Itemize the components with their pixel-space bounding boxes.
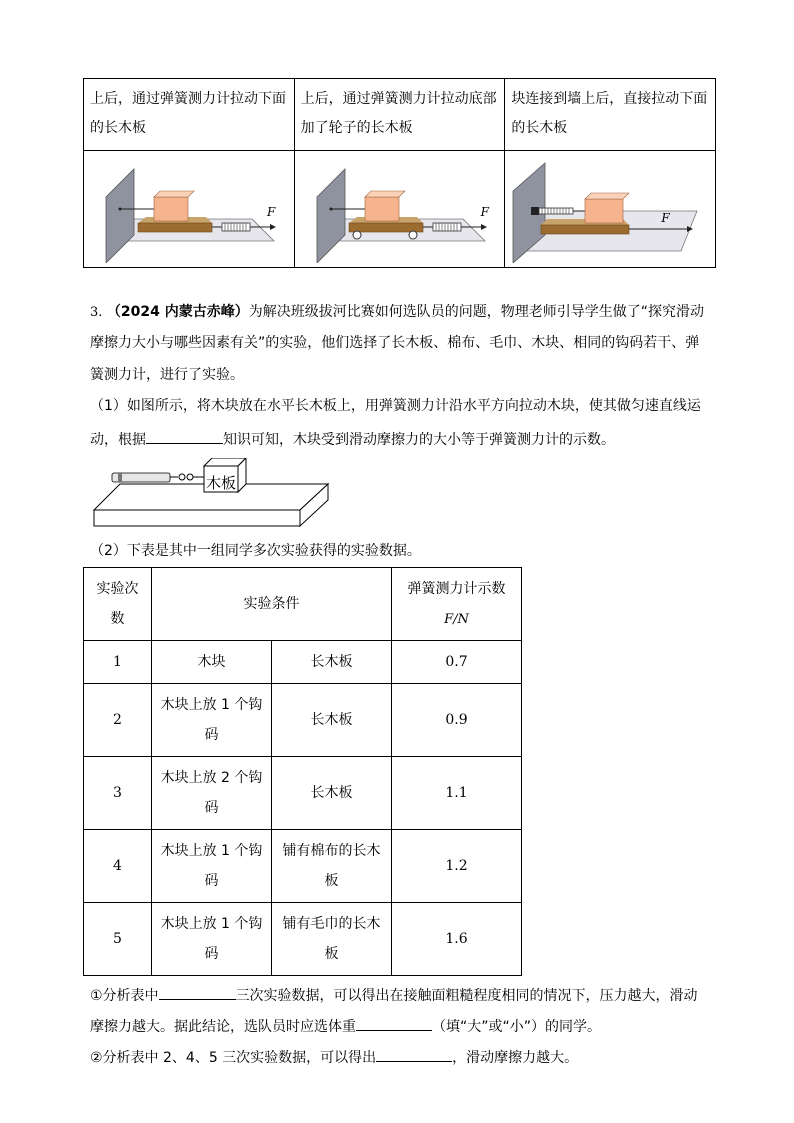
answer-blank-1[interactable] (146, 429, 223, 444)
question-intro-text-1: 为解决班级拔河比赛如何选队员的问题，物理老师引导学生做了“探究滑动 (248, 304, 704, 320)
figure-cell-1 (84, 151, 295, 268)
figure-label: 木板 (206, 474, 237, 492)
experiment-figure (90, 458, 340, 528)
force-label-2: F (480, 205, 489, 219)
cell-reading: 0.9 (392, 684, 522, 757)
part2-intro: （2）下表是其中一组同学多次实验获得的实验数据。 (90, 543, 421, 559)
question-intro-line-1 (90, 303, 704, 322)
header-trial: 实验次数 (84, 568, 152, 641)
answer-blank-3[interactable] (356, 1016, 432, 1031)
cell-surface: 长木板 (272, 641, 392, 684)
apparatus-text-3: 块连接到墙上后，直接拉动下面的长木板 (511, 91, 708, 136)
cell-reading: 1.6 (392, 903, 522, 976)
apparatus-figure-1 (84, 151, 296, 263)
apparatus-text-2: 上后，通过弹簧测力计拉动底部加了轮子的长木板 (300, 91, 497, 136)
apparatus-figure-2 (295, 151, 507, 263)
table-row (84, 757, 522, 830)
header-condition: 实验条件 (152, 568, 392, 641)
part1-line-1: （1）如图所示，将木块放在水平长木板上，用弹簧测力计沿水平方向拉动木块，使其做匀速直线运 (90, 398, 701, 414)
cell-trial: 3 (84, 757, 152, 830)
cell-reading: 1.2 (392, 830, 522, 903)
cell-surface: 长木板 (272, 757, 392, 830)
analysis-3-pre: ②分析表中 2、4、5 三次实验数据，可以得出 (90, 1050, 377, 1066)
apparatus-figure-3 (505, 151, 707, 263)
apparatus-cell-3 (505, 79, 716, 151)
table-row (84, 641, 522, 684)
analysis-1-pre: ①分析表中 (90, 988, 159, 1004)
part1-text-pre: 动，根据 (90, 432, 146, 448)
apparatus-cell-2 (294, 79, 505, 151)
cell-object: 木块上放 1 个钩码 (152, 903, 272, 976)
analysis-1-post: 三次实验数据，可以得出在接触面粗糙程度相同的情况下，压力越大，滑动 (235, 988, 698, 1004)
answer-blank-4[interactable] (376, 1047, 452, 1062)
analysis-3-post: ，滑动摩擦力越大。 (452, 1050, 579, 1066)
analysis-2-pre: 摩擦力越大。据此结论，选队员时应选体重 (90, 1019, 356, 1035)
question-source: （2024 内蒙古赤峰） (106, 304, 249, 320)
header-reading-text: 弹簧测力计示数 (407, 580, 506, 597)
question-number: 3. (90, 305, 103, 320)
header-reading (392, 568, 522, 641)
cell-trial: 5 (84, 903, 152, 976)
force-label-1: F (267, 205, 276, 219)
analysis-line-3 (90, 1047, 578, 1067)
answer-blank-2[interactable] (159, 985, 236, 1000)
cell-trial: 4 (84, 830, 152, 903)
apparatus-table (83, 78, 716, 268)
cell-object: 木块 (152, 641, 272, 684)
analysis-line-2 (90, 1016, 601, 1036)
question-intro-line-2: 摩擦力大小与哪些因素有关”的实验，他们选择了长木板、棉布、毛巾、木块、相同的钩码若干、弹 (90, 335, 700, 351)
cell-object: 木块上放 1 个钩码 (152, 830, 272, 903)
table-row (84, 684, 522, 757)
analysis-line-1 (90, 985, 698, 1005)
figure-cell-2 (294, 151, 505, 268)
cell-reading: 1.1 (392, 757, 522, 830)
force-label-3: F (661, 211, 670, 225)
apparatus-text-1: 上后，通过弹簧测力计拉动下面的长木板 (90, 91, 286, 136)
cell-trial: 2 (84, 684, 152, 757)
part1-text-post: 知识可知，木块受到滑动摩擦力的大小等于弹簧测力计的示数。 (223, 432, 615, 448)
part1-line-2 (90, 429, 615, 449)
cell-trial: 1 (84, 641, 152, 684)
question-intro-line-3: 簧测力计，进行了实验。 (90, 367, 244, 383)
cell-reading: 0.7 (392, 641, 522, 684)
cell-surface: 长木板 (272, 684, 392, 757)
table-row (84, 903, 522, 976)
cell-object: 木块上放 2 个钩码 (152, 757, 272, 830)
header-reading-unit: F/N (444, 611, 469, 627)
analysis-2-post: （填“大”或“小”）的同学。 (432, 1019, 602, 1035)
data-table (83, 567, 522, 976)
apparatus-cell-1 (84, 79, 295, 151)
cell-surface: 铺有棉布的长木板 (272, 830, 392, 903)
figure-cell-3 (505, 151, 716, 268)
cell-surface: 铺有毛巾的长木板 (272, 903, 392, 976)
table-row (84, 830, 522, 903)
cell-object: 木块上放 1 个钩码 (152, 684, 272, 757)
